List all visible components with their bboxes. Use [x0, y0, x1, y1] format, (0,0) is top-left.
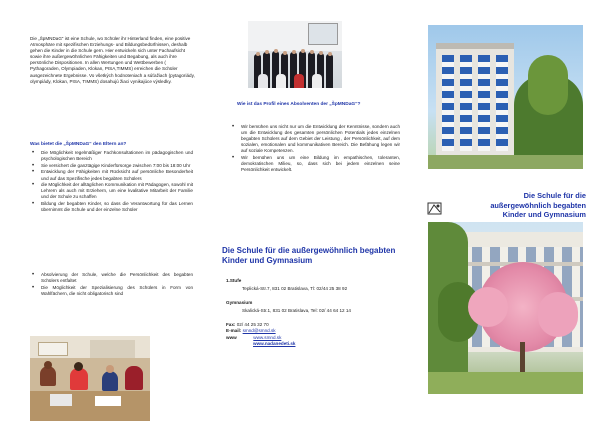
- cover-title-line: Die Schule für die: [523, 191, 586, 200]
- school2-label: Gymnasium: [226, 300, 253, 306]
- school-garden-photo: [428, 222, 583, 394]
- email-label: E-mail:: [226, 328, 242, 334]
- website-link-2[interactable]: www.nadanedeti.sk: [253, 340, 296, 346]
- list-item: • Wir bemühen uns um eine Bildung im empathischen, toleranten, demokratischen Milieu, so, dass sich bei jedem einzelnen seine Persönlichkeit entwickelt.: [231, 155, 400, 173]
- cover-title-line: außergewöhnlich begabten: [490, 200, 586, 210]
- list-item: • Die Möglichkeit regelmäßiger Fachkonsultationen im pädagogischen und psychologischen Bereich: [31, 150, 193, 162]
- list-item: • Entwicklung der Fähigkeiten mit Rücksicht auf persönliche Besonderheit und auf das Spezifische jedes begabten Schülers: [31, 169, 193, 181]
- contact-block: [226, 278, 406, 347]
- profile-list: [231, 124, 400, 174]
- profile-heading: Wie ist das Profil eines Absolventen der „ŠpMNDaG“?: [237, 102, 361, 107]
- benefits-list-continued: [31, 272, 193, 298]
- school-heading: Die Schule für die außergewöhnlich begabten Kinder und Gymnasium: [222, 246, 396, 265]
- school-logo-icon: [426, 199, 444, 217]
- list-item: • Wir bemühen uns nicht nur um die Entwicklung der Kenntnisse, sondern auch um die Entwicklung des gesamten persönlichen Potentials jedes einzelnen begabten Schülers auf dem Gebiet der Leistung , der Persönlichkeit, auf dem sozialen, emotionalen und kommunikativen Bereich. Die Befähung legen wir auf soziale Kompetenzen.: [231, 124, 400, 154]
- school1-label: 1.Stufe: [226, 278, 242, 283]
- list-item: • Bildung der begabten Kinder, so dass die Verantwortung für das Lernen übernimmt die Schule und der einzelne Schüler: [31, 201, 193, 213]
- school-building-photo: [428, 25, 583, 169]
- left-panel: [0, 0, 205, 421]
- list-item: • Absolvierung der Schule, welche die Persönlichkeit des begabten Schülers entfaltet: [31, 272, 193, 284]
- benefits-list: [31, 150, 193, 214]
- list-item: • Sie versichert die ganztägige Kinderfürsorge zwischen 7:00 bis 18:00 Uhr: [31, 163, 193, 169]
- list-item: • die Möglichkeit der alltäglichen Kommunikation mit Pädagogen, sowohl mit Lehrern als auch mit Erziehern, um eine kvalitative Mitarbeit der Familie und der Schule zu schaffen: [31, 182, 193, 200]
- website-link-1[interactable]: www.smnd.sk: [253, 334, 282, 340]
- email-link[interactable]: smnd@smnd.sk: [242, 328, 276, 334]
- benefits-heading: Was bietet die „ŠpMNDaG“ den Eltern an?: [30, 142, 127, 147]
- fax-label: Fax:: [226, 322, 236, 328]
- school1-address: Teplická-Str.7, 831 02 Bratislava, Tl: 02/44 25 38 92: [242, 286, 348, 292]
- list-item: • Die Möglichkeit der Spezialisierung des Schülers in Form von Wahlfächern, die nicht obligatorisch sind: [31, 285, 193, 297]
- www-label: www: [226, 334, 237, 340]
- cover-title: [446, 191, 586, 220]
- students-group-photo: [248, 21, 342, 88]
- classroom-photo: [30, 336, 150, 421]
- intro-text: Die „ŠpMNDaG“ ist eine Schule, wo Schüler ihr Hinterland finden, eine positive Atmosphäre mit spezifischen Erziehungs- und Bildungsbedürfnissen, deshalb gehen die Kinder in die Schule gern. Hier entwickeln sich unter Fachaufsicht sowie ihre außergewöhnlichen Fähigkeiten und Begabung, als auch ihre persönliche Dispositionen. In allen Wertungen und Wettbewerben ( Pythagoraden, Olympiaden, Klokan, PISA,TIMMS) erreichen die Schüler ausgezeichnete Ergebnisse. Vo všetkých hodnoteniach a súťažiach (pytagoriády, olympiády, Klokan, PISA, TIMMS) dosahujú žiaci vynikajúce výsledky.: [30, 36, 195, 84]
- cover-title-line: Kinder und Gymnasium: [502, 210, 586, 220]
- fax-number: 02/ 44 25 32 70: [236, 322, 269, 328]
- www-row-2: [226, 341, 406, 347]
- school2-address: Skalická-Str.1, 831 02 Bratislava, Tel: 02/ 44 64 12 14: [242, 308, 351, 314]
